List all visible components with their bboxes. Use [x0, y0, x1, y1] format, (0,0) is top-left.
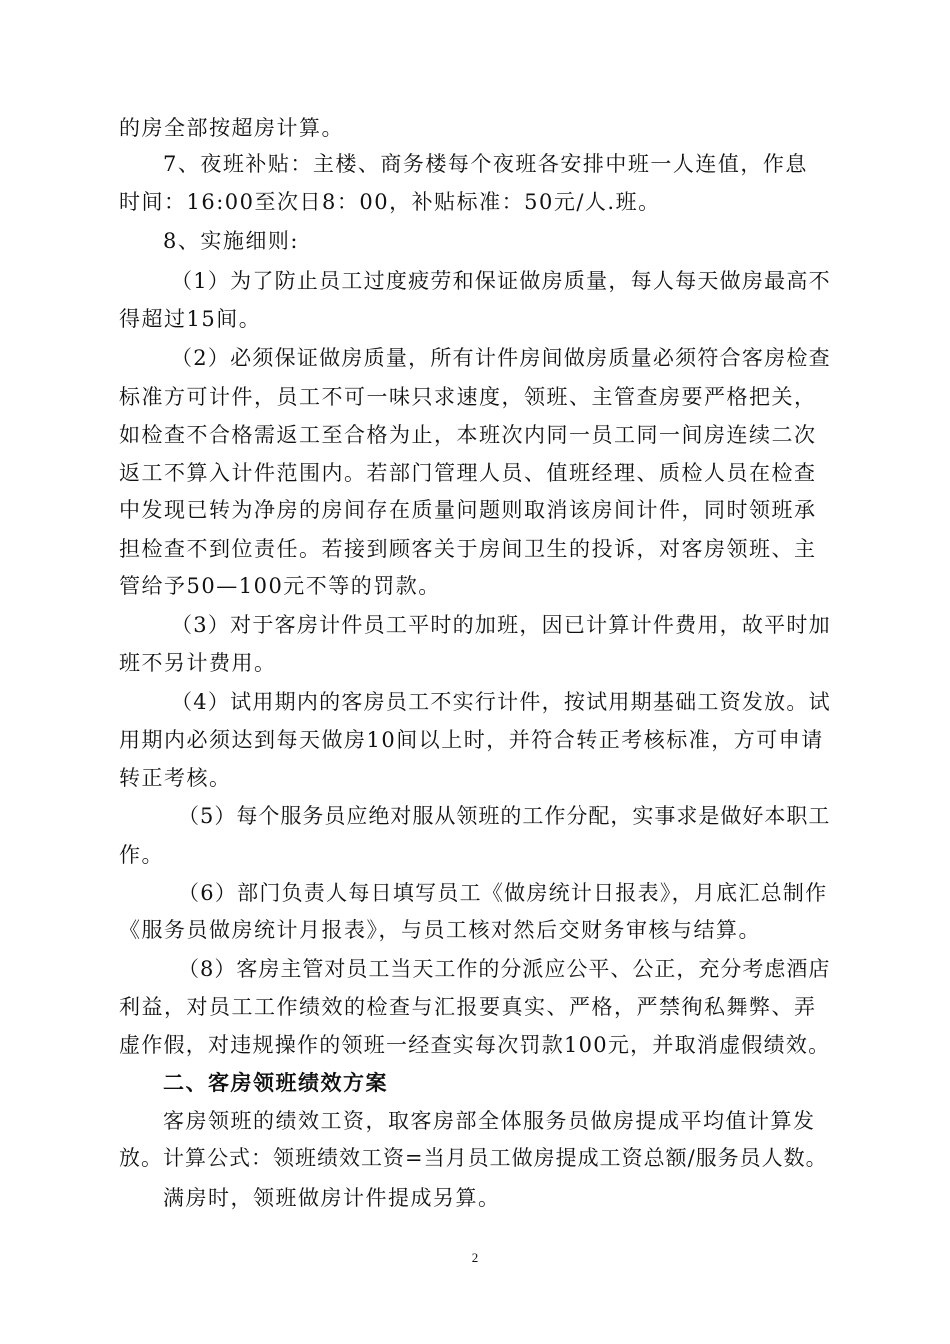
text-line: 标准方可计件，员工不可一味只求速度，领班、主管查房要严格把关，	[119, 385, 817, 409]
text-line: 8、实施细则:	[163, 229, 299, 253]
text-line: （1）为了防止员工过度疲劳和保证做房质量，每人每天做房最高不	[171, 269, 831, 293]
text-line: 7、夜班补贴：主楼、商务楼每个夜班各安排中班一人连值，作息	[163, 152, 808, 176]
text-line: 转正考核。	[119, 766, 232, 790]
section-heading: 二、客房领班绩效方案	[163, 1070, 388, 1095]
text-line: 如检查不合格需返工至合格为止，本班次内同一员工同一间房连续二次	[119, 423, 817, 447]
text-line: 返工不算入计件范围内。若部门管理人员、值班经理、质检人员在检查	[119, 461, 817, 485]
text-line: 放。计算公式：领班绩效工资=当月员工做房提成工资总额/服务员人数。	[119, 1146, 828, 1170]
text-line: 《服务员做房统计月报表》，与员工核对然后交财务审核与结算。	[119, 918, 761, 942]
text-line: 的房全部按超房计算。	[119, 116, 344, 140]
text-line: 客房领班的绩效工资，取客房部全体服务员做房提成平均值计算发	[163, 1109, 816, 1133]
text-line: （5）每个服务员应绝对服从领班的工作分配，实事求是做好本职工	[178, 804, 831, 828]
text-line: 管给予50—100元不等的罚款。	[119, 574, 441, 598]
text-line: （6）部门负责人每日填写员工《做房统计日报表》，月底汇总制作	[178, 881, 828, 905]
text-line: （3）对于客房计件员工平时的加班，因已计算计件费用，故平时加	[171, 613, 831, 637]
text-line: 作。	[119, 843, 164, 867]
text-line: 时间：16:00至次日8：00，补贴标准：50元/人.班。	[119, 190, 661, 214]
text-line: 满房时，领班做房计件提成另算。	[163, 1186, 501, 1210]
page-number: 2	[471, 1250, 479, 1265]
text-line: 班不另计费用。	[119, 651, 277, 675]
text-line: （8）客房主管对员工当天工作的分派应公平、公正，充分考虑酒店	[178, 957, 831, 981]
text-line: 得超过15间。	[119, 307, 262, 331]
text-line: （2）必须保证做房质量，所有计件房间做房质量必须符合客房检查	[171, 346, 831, 370]
text-line: 虚作假，对违规操作的领班一经查实每次罚款100元，并取消虚假绩效。	[119, 1033, 831, 1057]
text-line: 用期内必须达到每天做房10间以上时，并符合转正考核标准，方可申请	[119, 728, 824, 752]
text-line: 担检查不到位责任。若接到顾客关于房间卫生的投诉，对客房领班、主	[119, 537, 817, 561]
text-line: （4）试用期内的客房员工不实行计件，按试用期基础工资发放。试	[171, 690, 831, 714]
text-line: 利益，对员工工作绩效的检查与汇报要真实、严格，严禁徇私舞弊、弄	[119, 995, 817, 1019]
text-line: 中发现已转为净房的房间存在质量问题则取消该房间计件，同时领班承	[119, 498, 817, 522]
